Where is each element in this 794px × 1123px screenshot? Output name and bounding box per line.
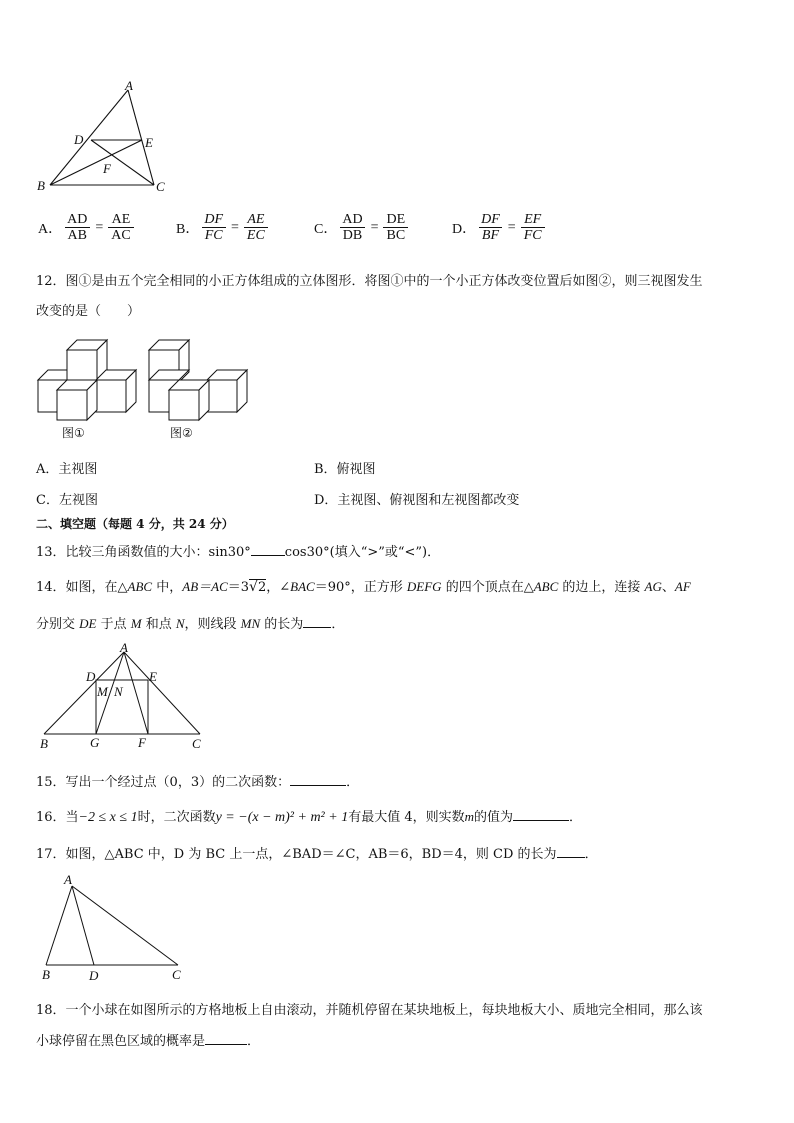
svg-text:M: M (97, 684, 108, 699)
q11-option-d[interactable]: D． $\frac{DF}{BF}$ = $\frac{EF}{FC}$ (452, 212, 547, 243)
svg-text:E: E (149, 669, 157, 684)
svg-text:F: F (138, 735, 146, 750)
q12-option-a[interactable]: A．主视图 (36, 462, 98, 477)
q16-blank[interactable] (513, 808, 569, 821)
q13-stem: 13．比较三角函数值的大小：sin30° cos30°(填入“>”或“<”)． (36, 545, 441, 560)
figure-q14-triangle-square (36, 640, 216, 755)
q11-option-b[interactable]: B． $\frac{DF}{FC}$ = $\frac{AE}{EC}$ (176, 212, 270, 243)
q18-stem-line1: 18．一个小球在如图所示的方格地板上自由滚动，并随机停留在某块地板上，每块地板大小、质地完全相同，那么该 (36, 1003, 703, 1018)
section-title: 二、填空题（每题 4 分，共 24 分） (36, 517, 234, 531)
svg-text:N: N (114, 684, 123, 699)
svg-text:B: B (42, 967, 50, 982)
q15-blank[interactable] (290, 773, 346, 786)
q12-option-b[interactable]: B．俯视图 (314, 462, 376, 477)
label-e: E (145, 135, 153, 150)
q17-blank[interactable] (557, 845, 585, 858)
svg-text:G: G (90, 735, 100, 750)
sqrt-sign: √2 (249, 579, 267, 595)
label-a: A (125, 78, 133, 93)
svg-text:D: D (86, 669, 96, 684)
q11-option-a[interactable]: A． $\frac{AD}{AB}$ = $\frac{AE}{AC}$ (38, 212, 136, 243)
svg-text:B: B (40, 736, 48, 751)
q13-blank[interactable] (251, 543, 285, 556)
label-f: F (103, 161, 111, 176)
label-b: B (37, 178, 45, 193)
q12-stem-line1: 12．图①是由五个完全相同的小正方体组成的立体图形．将图①中的一个小正方体改变位置后如图②，则三视图发生 (36, 274, 703, 289)
svg-text:C: C (172, 967, 181, 982)
q14-blank[interactable] (303, 615, 331, 628)
figure-q17-triangle (36, 870, 196, 985)
q18-blank[interactable] (205, 1032, 247, 1045)
q15-stem: 15．写出一个经过点（0，3）的二次函数： ． (36, 775, 360, 790)
q12-option-c[interactable]: C．左视图 (36, 493, 98, 508)
q14-stem-line1: 14．如图，在△ABC 中，AB＝AC＝3√2，∠BAC＝90°，正方形 DEFG 的四个顶点在△ABC 的边上，连接 AG、AF (36, 579, 691, 595)
svg-text:C: C (192, 736, 201, 751)
label-c: C (156, 179, 165, 194)
fig2-caption: 图② (170, 426, 193, 440)
q12-stem-line2: 改变的是（ ） (36, 304, 141, 319)
figure-q11-triangle (30, 78, 180, 198)
fig1-caption: 图① (62, 426, 85, 440)
svg-text:A: A (64, 872, 72, 887)
svg-text:A: A (120, 640, 128, 655)
q14-stem-line2: 分别交 DE 于点 M 和点 N，则线段 MN 的长为 ． (36, 616, 345, 632)
q16-stem: 16．当−2 ≤ x ≤ 1时，二次函数y = −(x − m)² + m² + 1有最大值 4，则实数m的值为 ． (36, 809, 583, 825)
q17-stem: 17．如图，△ABC 中，D 为 BC 上一点，∠BAD＝∠C，AB＝6，BD＝4，则 CD 的长为 ． (36, 847, 598, 862)
q11-option-c[interactable]: C． $\frac{AD}{DB}$ = $\frac{DE}{BC}$ (314, 212, 410, 243)
q12-option-d[interactable]: D．主视图、俯视图和左视图都改变 (314, 493, 520, 508)
label-d: D (74, 132, 84, 147)
svg-text:D: D (89, 968, 99, 983)
q18-stem-line2: 小球停留在黑色区域的概率是 ． (36, 1034, 261, 1049)
